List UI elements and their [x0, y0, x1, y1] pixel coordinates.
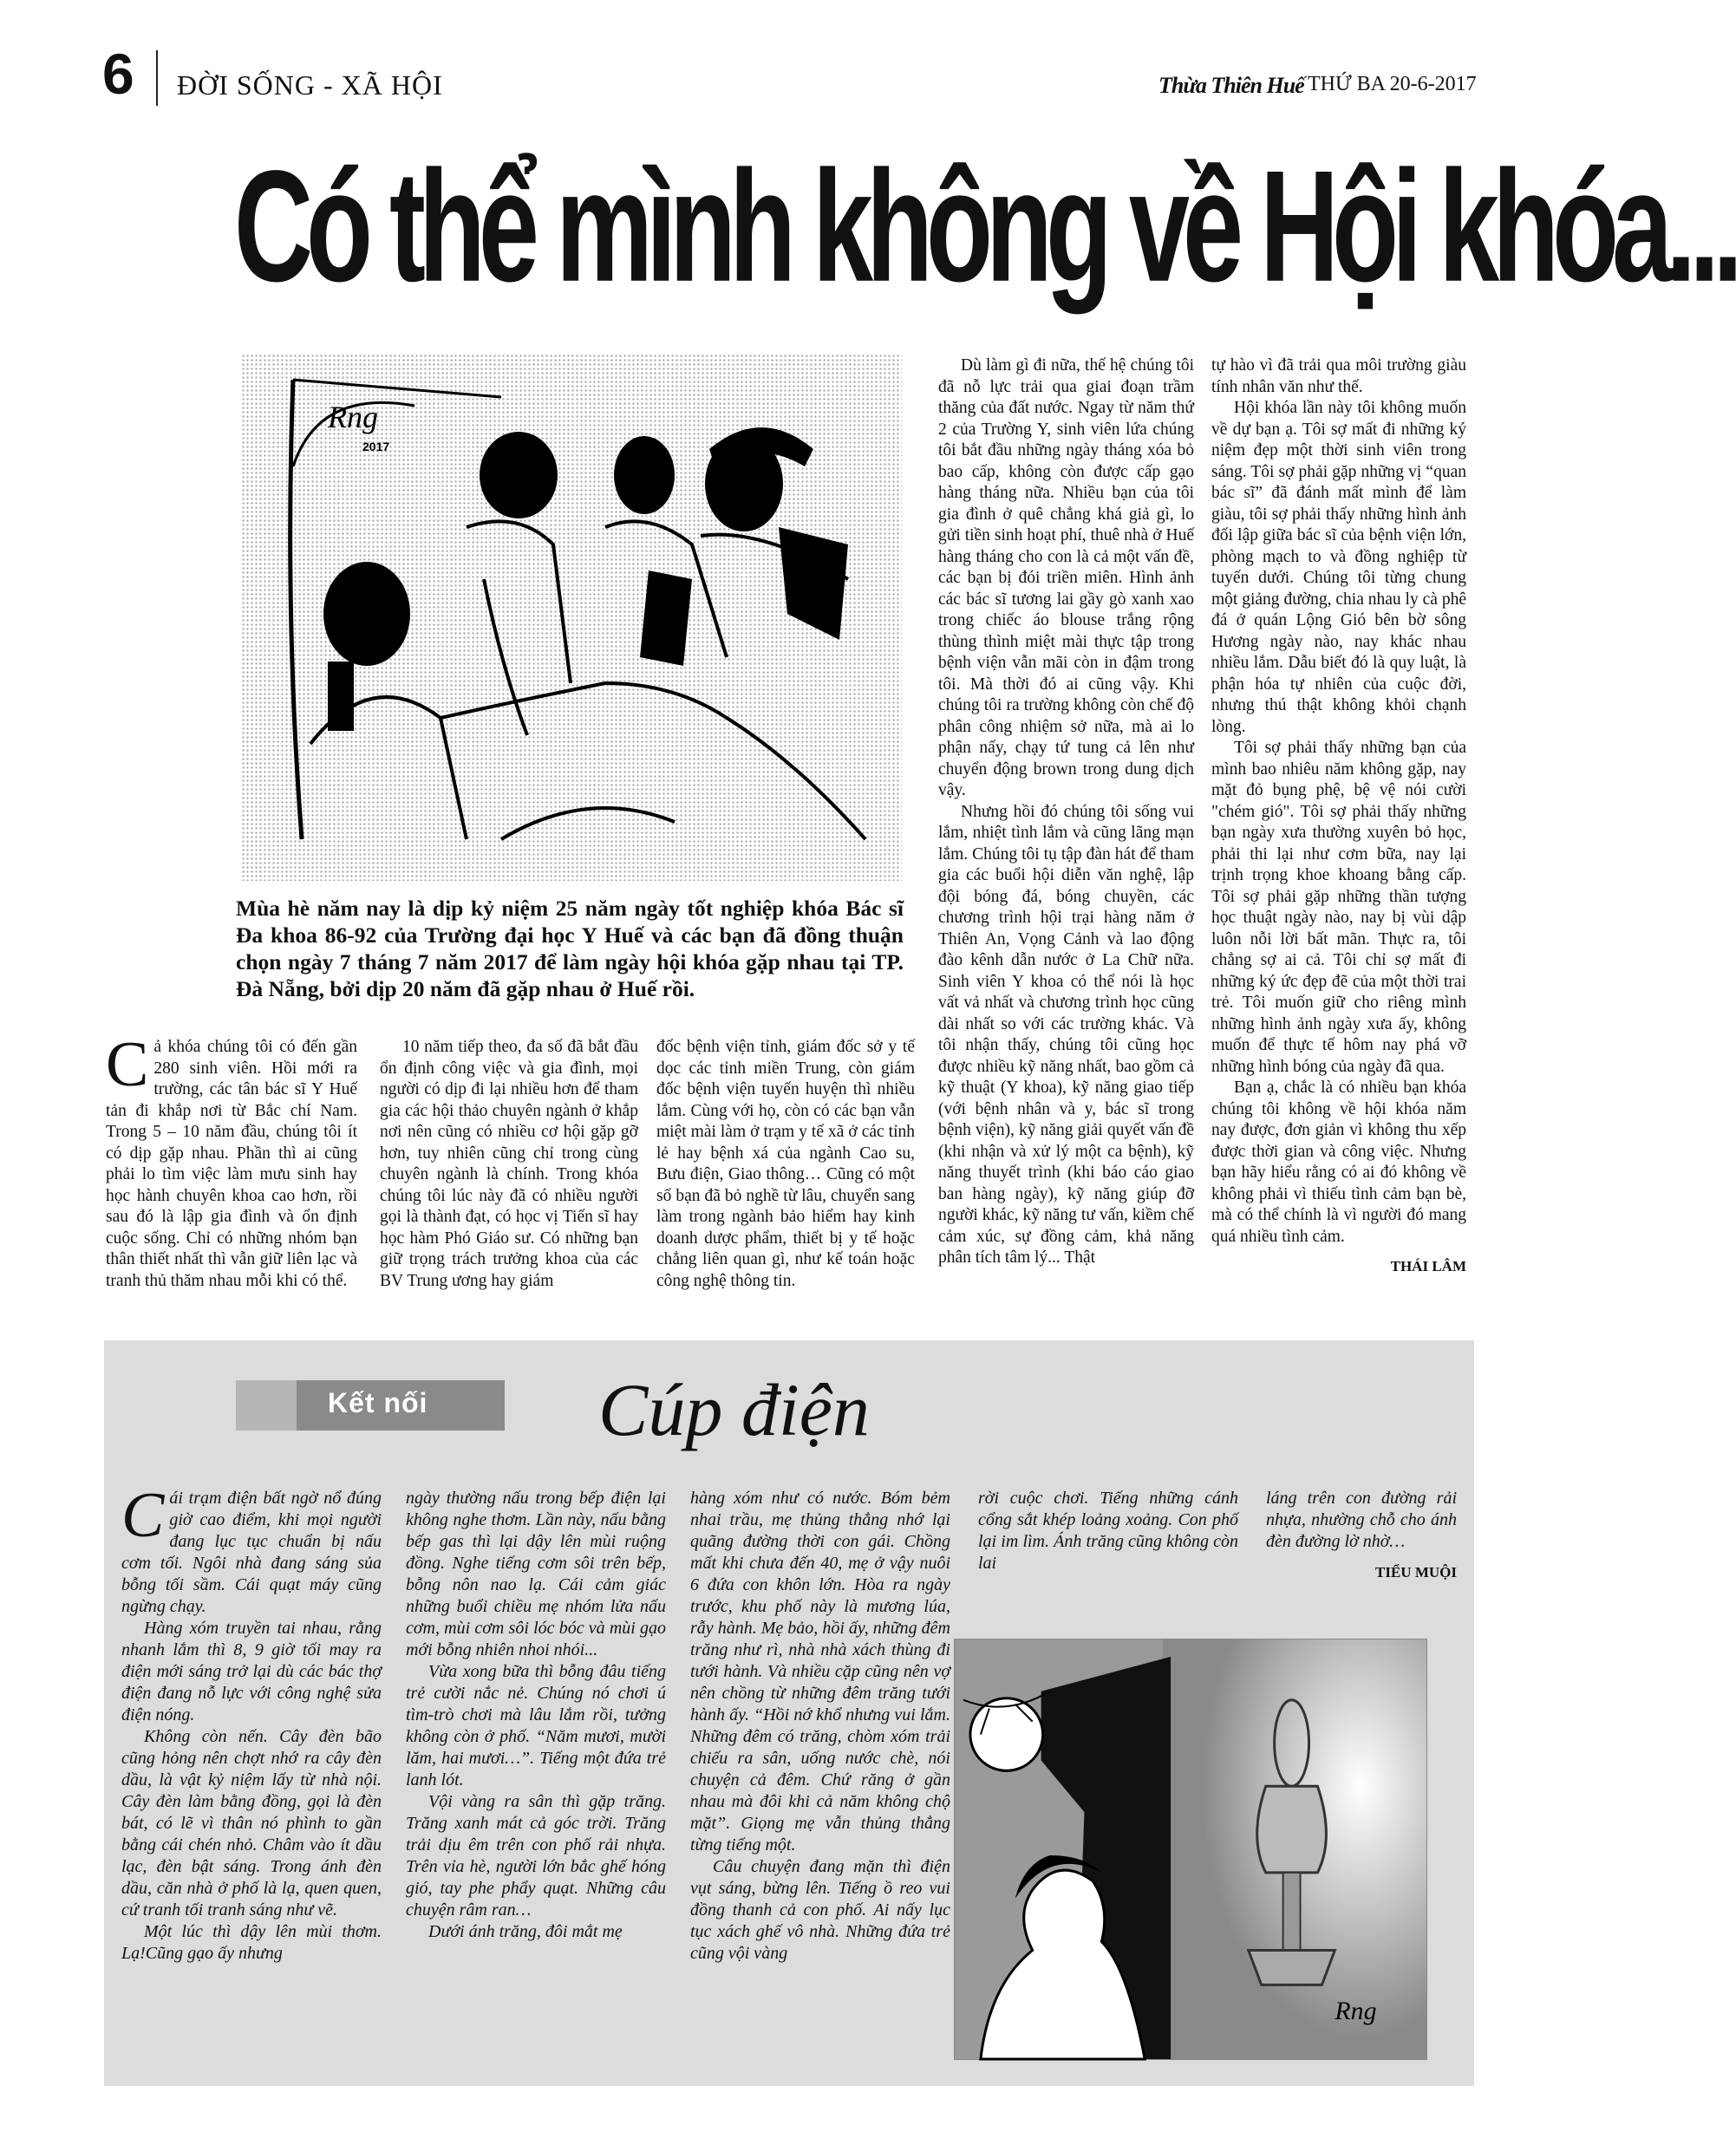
- badge-label: Kết nối: [328, 1387, 428, 1418]
- paragraph: Một lúc thì dậy lên mùi thơm. Lạ!Cũng gạo ấy nhưng: [121, 1922, 382, 1963]
- paragraph: láng trên con đường rải nhựa, nhường chỗ cho ánh đèn đường lờ nhờ…: [1266, 1489, 1457, 1551]
- paragraph: tự hào vì đã trải qua môi trường giàu tính nhân văn như thế.: [1211, 356, 1466, 396]
- oil-lamp-illustration: [954, 1639, 1427, 2060]
- paragraph: Hàng xóm truyền tai nhau, rằng nhanh lắm thì 8, 9 giờ tối may ra điện mới sáng trở lại dù các bác thợ điện đang nỗ lực với công nghệ sửa điện nóng.: [121, 1619, 382, 1724]
- paragraph: 10 năm tiếp theo, đa số đã bắt đầu ổn định công việc và gia đình, mọi người có dịp đi lại nhiều hơn để tham gia các hội thảo chuyên ngành ở khắp nơi nên cũng có nhiều cơ hội gặp gỡ hơn, tuy nhiên cũng chỉ trong cùng chuyên ngành là chính. Trong khóa chúng tôi lúc này đã có nhiều người gọi là thành đạt, có học vị Tiến sĩ hay học hàm Phó Giáo sư. Có những bạn giữ trọng trách trưởng khoa của các BV Trung ương hay giám: [380, 1038, 638, 1290]
- article-column-4: [938, 355, 1194, 1269]
- drop-cap: C: [121, 1480, 165, 1551]
- illustration-year: 2017: [362, 440, 390, 453]
- story-column-1: [121, 1480, 382, 1965]
- drop-cap: C: [106, 1029, 149, 1100]
- story-column-5: [1266, 1488, 1457, 1583]
- paragraph: Vội vàng ra sân thì gặp trăng. Trăng xanh mát cả góc trời. Trăng trải dịu êm trên con phố rải nhựa. Trên vỉa hè, người lớn bắc ghế hóng gió, tay phe phẩy quạt. Những câu chuyện râm ran…: [406, 1792, 666, 1920]
- column-badge: [236, 1380, 505, 1431]
- story-column-3: [690, 1488, 950, 1965]
- article-column-5: [1211, 355, 1466, 1278]
- paragraph: Nhưng hồi đó chúng tôi sống vui lắm, nhiệt tình lắm và cũng lãng mạn lắm. Chúng tôi tụ tập đàn hát để tham gia các buổi hội diễn văn nghệ, lập đội bóng đá, bóng chuyền, các chương trình hội trại hàng năm ở Thiên An, Vọng Cảnh và lao động đào kênh dẫn nước ở La Chữ nữa. Sinh viên Y khoa có thể nói là học vất vả nhất và chương trình học cũng dài nhất so với các trường khác. Và tôi nhận thấy, chúng tôi cũng học được nhiều kỹ năng nhất, bao gồm cả kỹ thuật (Y khoa), kỹ năng giao tiếp (với bệnh nhân và y, bác sĩ trong bệnh viện), kỹ năng giải quyết vấn đề (khi nhận và xử lý một ca bệnh), kỹ năng thuyết trình (khi báo cáo giao ban hàng ngày), kỹ năng giúp đỡ người khác, kỹ năng tư vấn, kiềm chế cảm xúc, sự đồng cảm, khả năng phân tích tâm lý... Thật: [938, 802, 1194, 1267]
- story-author: TIỂU MUỘI: [1375, 1564, 1457, 1581]
- paragraph: ả khóa chúng tôi có đến gần 280 sinh viên. Hồi mới ra trường, các tân bác sĩ Y Huế tản đi khắp nơi từ Bắc chí Nam. Trong 5 – 10 năm đầu, chúng tôi ít có dịp gặp nhau. Phần thì ai cũng phải lo tìm việc làm mưu sinh hay học hành chuyên khoa cao hơn, rồi sau đó là lập gia đình và ổn định cuộc sống. Chỉ có những nhóm bạn thân thiết nhất thì vẫn giữ liên lạc và tranh thủ thăm nhau mỗi khi có thể.: [106, 1038, 357, 1290]
- paragraph: Hội khóa lần này tôi không muốn về dự bạn ạ. Tôi sợ mất đi những ký niệm đẹp một thời sinh viên trong sáng. Tôi sợ phải gặp những vị “quan bác sĩ” đã đánh mất mình để làm giàu, tôi sợ phải thấy những hình ảnh đối lập giữa bác sĩ của bệnh viện lớn, phòng mạch to và đồng nghiệp từ tuyến dưới. Chúng tôi từng chung một giảng đường, chia nhau ly cà phê đá ở quán Lộng Gió bên bờ sông Hương ngày nào, nay khác nhau nhiều lắm. Dẫu biết đó là quy luật, là phận hóa tự nhiên của cuộc đời, nhưng thú thật không khỏi chạnh lòng.: [1211, 399, 1466, 736]
- section-title: ĐỜI SỐNG - XÃ HỘI: [177, 69, 443, 101]
- svg-text:Rng: Rng: [328, 400, 378, 434]
- newspaper-name: Thừa Thiên Huế: [1158, 73, 1304, 98]
- article-lede: Mùa hè năm nay là dịp kỷ niệm 25 năm ngày tốt nghiệp khóa Bác sĩ Đa khoa 86-92 của Trường đại học Y Huế và các bạn đã đồng thuận chọn ngày 7 tháng 7 năm 2017 để làm ngày hội khóa gặp nhau tại TP. Đà Nẵng, bởi dịp 20 năm đã gặp nhau ở Huế rồi.: [236, 896, 904, 1001]
- page-number: 6: [102, 42, 134, 106]
- svg-text:Rng: Rng: [1335, 1997, 1377, 2026]
- article-column-2: [380, 1037, 638, 1292]
- doctors-illustration: [241, 354, 902, 881]
- header-divider: [156, 50, 158, 106]
- paragraph: Bạn ạ, chắc là có nhiều bạn khóa chúng tôi không về hội khóa năm nay được, đơn giản vì không thu xếp được thời gian và công việc. Nhưng bạn hãy hiểu rằng có ai đó không về không phải vì thiếu tình cảm bạn bè, mà có thể chính là vì người đó mang quá nhiều tình cảm.: [1211, 1079, 1466, 1246]
- article-column-1: [106, 1029, 357, 1292]
- story-column-4: [978, 1488, 1238, 1574]
- paragraph: ngày thường nấu trong bếp điện lại không nghe thơm. Lần này, nấu bằng bếp gas thì lại dậy lên mùi ruộng đồng. Nghe tiếng cơm sôi trên bếp, bỗng nôn nao lạ. Cái cảm giác những buổi chiều mẹ nhóm lửa nấu cơm, mùi cơm sôi lóc bóc và mùi gạo mới bỗng nhiên nhoi nhói...: [406, 1489, 666, 1659]
- paragraph: Câu chuyện đang mặn thì điện vụt sáng, bừng lên. Tiếng ồ reo vui đồng thanh cả con phố. Ai nấy lục tục xách ghế vô nhà. Những đứa trẻ cũng vội vàng: [690, 1857, 950, 1963]
- paragraph: Dưới ánh trăng, đôi mắt mẹ: [428, 1922, 623, 1941]
- article-column-3: [656, 1037, 915, 1292]
- article-headline: Có thể mình không về Hội khóa...: [234, 137, 1736, 315]
- story-column-2: [406, 1488, 666, 1943]
- paragraph: Vừa xong bữa thì bỗng đâu tiếng trẻ cười nắc nẻ. Chúng nó chơi ú tìm-trò chơi mà lâu lắm rồi, tưởng không còn ở phố. “Năm mươi, mười lăm, hai mươi…”. Tiếng một đứa trẻ lanh lót.: [406, 1662, 666, 1789]
- paragraph: rời cuộc chơi. Tiếng những cánh cổng sắt khép loảng xoảng. Con phố lại im lìm. Ánh trăng cũng không còn lai: [978, 1489, 1238, 1573]
- article-author: THÁI LÂM: [1390, 1258, 1466, 1274]
- paragraph: hàng xóm như có nước. Bóm bẻm nhai trầu, mẹ thủng thẳng nhớ lại quãng đường thời con gái. Chồng mất khi chưa đến 40, mẹ ở vậy nuôi 6 đứa con khôn lớn. Hòa ra ngày trước, khu phố này là mương lúa, rẫy hành. Mẹ bảo, hồi ấy, những đêm trăng như rì, nhà nhà xách thùng đi tưới hành. Và nhiều cặp cũng nên vợ nên chồng từ những đêm trăng tưới hành ấy. “Hồi nớ khổ nhưng vui lắm. Những đêm có trăng, chòm xóm trải chiếu ra sân, uống nước chè, nói chuyện cả đêm. Chứ răng ở gần nhau mà đôi khi cả năm không chộ mặt”. Giọng mẹ vẫn thủng thẳng từng tiếng một.: [690, 1489, 950, 1854]
- paragraph: đốc bệnh viện tỉnh, giám đốc sở y tế dọc các tỉnh miền Trung, còn giám đốc bệnh viện tuyến huyện thì nhiều lắm. Cùng với họ, còn có các bạn vẫn miệt mài làm ở trạm y tế xã ở các tỉnh lẻ hay bệnh xá của ngành Cao su, Bưu điện, Giao thông… Cũng có một số bạn đã bỏ nghề từ lâu, chuyển sang làm trong ngành bảo hiểm hay kinh doanh dược phẩm, thiết bị y tế hoặc chẳng liên quan gì, như kế toán hoặc công nghệ thông tin.: [656, 1038, 915, 1290]
- paragraph: Tôi sợ phải thấy những bạn của mình bao nhiêu năm không gặp, nay mặt đỏ bụng phệ, bệ vệ nói cười "chém gió". Tôi sợ phải thấy những bạn ngày xưa thường xuyên bỏ học, phải thi lại như cơm bữa, nay lại trịnh trọng khoe khoang bằng cấp. Tôi sợ phải gặp những thần tượng học thuật ngày nào, nay bị vùi dập luôn nỗi lời bất mãn. Thực ra, tôi chẳng sợ ai cả. Tôi chỉ sợ mất đi những ký ức đẹp đẽ của một thời trai trẻ. Tôi muốn giữ cho riêng mình những hình ảnh ngày xưa ấy, không muốn để thực tế hôm nay phá vỡ những hình bóng của ngày đã qua.: [1211, 739, 1466, 1076]
- paragraph: ái trạm điện bất ngờ nổ đúng giờ cao điểm, khi mọi người đang lục tục chuẩn bị nấu cơm tối. Ngôi nhà đang sáng sủa bỗng tối sầm. Cái quạt máy cũng ngừng chạy.: [121, 1489, 382, 1616]
- paragraph: Không còn nến. Cây đèn bão cũng hỏng nên chợt nhớ ra cây đèn dầu, là vật kỷ niệm lấy từ nhà nội. Cây đèn làm bằng đồng, gọi là đèn bát, có lẽ vì thân nó phình to gần bằng cái chén nhỏ. Châm vào ít dầu lạc, đèn bật sáng. Trong ánh đèn dầu, căn nhà ở phố là lạ, quen quen, cứ tranh tối tranh sáng như vẽ.: [121, 1727, 382, 1920]
- issue-date: THỨ BA 20-6-2017: [1308, 73, 1477, 95]
- story-title: Cúp điện: [598, 1368, 870, 1451]
- paragraph: Dù làm gì đi nữa, thế hệ chúng tôi đã nỗ lực trải qua giai đoạn trầm thăng của đất nước. Ngay từ năm thứ 2 của Trường Y, sinh viên lứa chúng tôi bắt đầu những ngày tháng xóa bỏ bao cấp, không còn được cấp gạo hàng tháng nữa. Nhiều bạn của tôi gia đình ở quê chẳng khá giả gì, lo gửi tiền sinh hoạt phí, thuê nhà ở Huế hàng tháng cho con là cả một vấn đề, các bạn bị đói triền miên. Hình ảnh các bác sĩ tương lai gầy gò xanh xao trong chiếc áo blouse trắng rộng thùng thình miệt mài thực tập trong bệnh viện vẫn mãi còn in đậm trong tôi. Mà thời đó ai cũng vậy. Khi chúng tôi ra trường không còn chế độ phân công nhiệm sở nữa, mà ai lo phận nấy, chạy tứ tung cả lên như chuyển động brown trong dung dịch vậy.: [938, 356, 1194, 799]
